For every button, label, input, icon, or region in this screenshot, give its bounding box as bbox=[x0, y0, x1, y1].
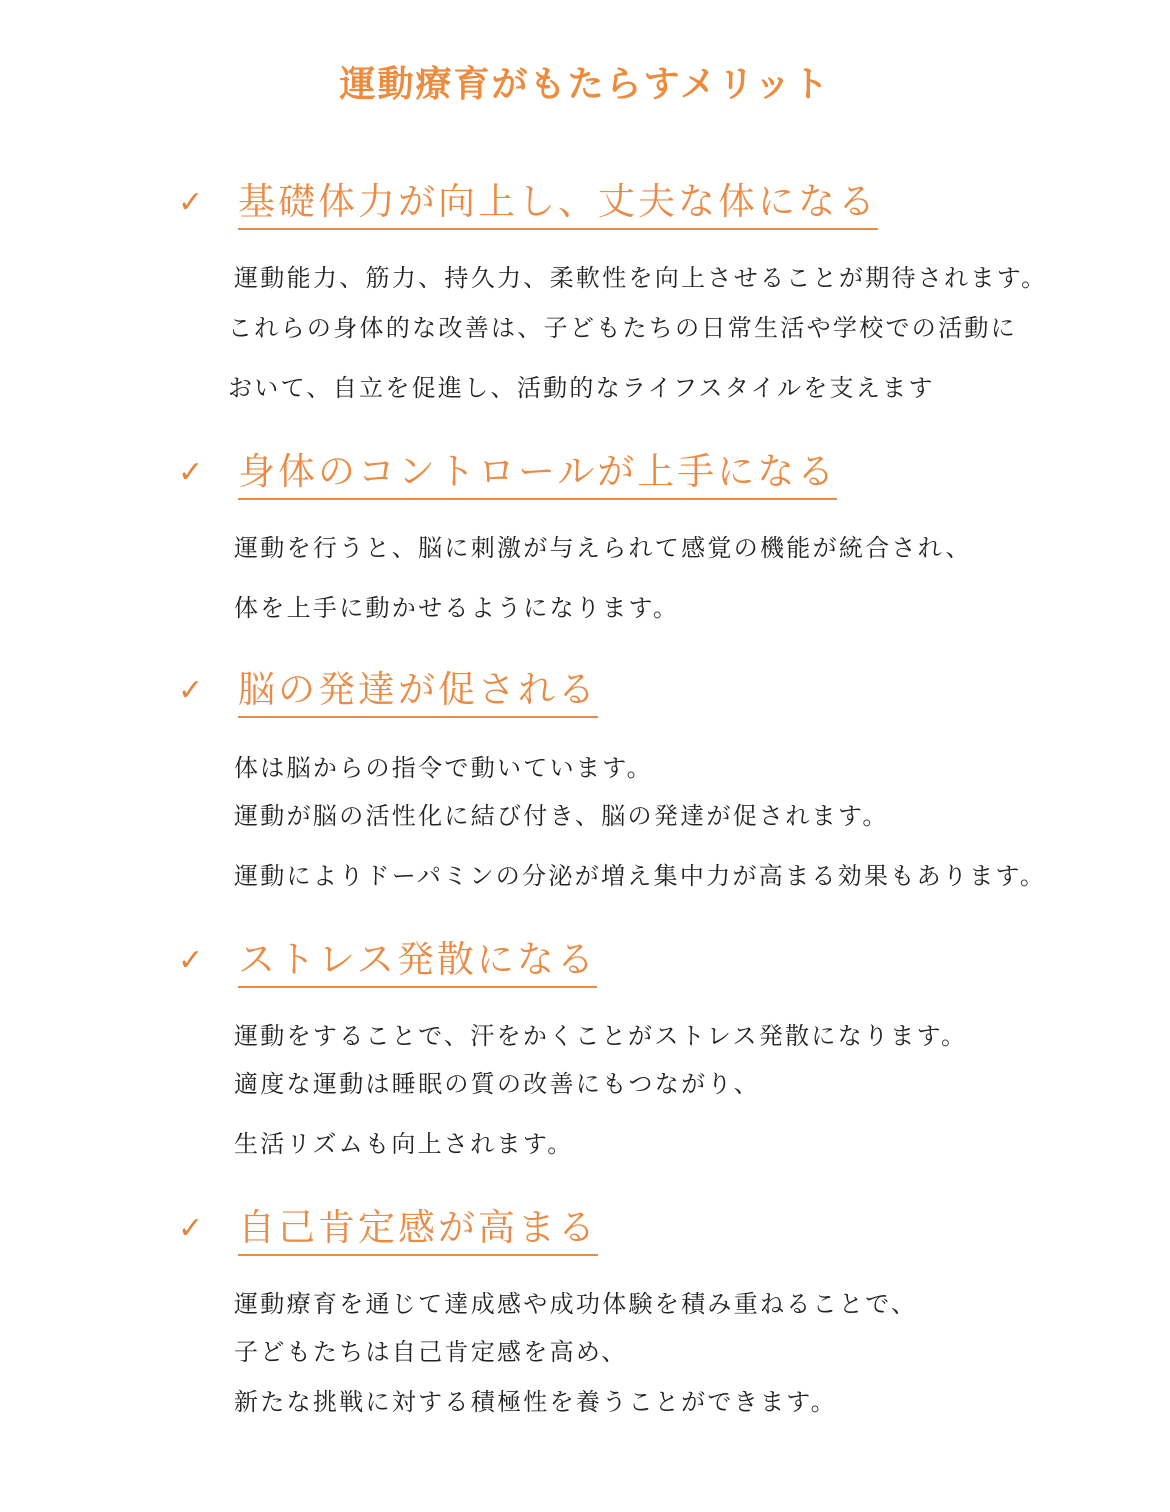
section-text-line: 運動をすることで、汗をかくことがストレス発散になります。 bbox=[234, 1022, 968, 1050]
section-text-line: これらの身体的な改善は、子どもたちの日常生活や学校での活動に bbox=[228, 314, 1017, 342]
section-text-line: 運動が脳の活性化に結び付き、脳の発達が促されます。 bbox=[234, 802, 889, 830]
check-icon: ✓ bbox=[178, 943, 204, 978]
check-icon: ✓ bbox=[178, 1211, 204, 1246]
section-text-line: 運動によりドーパミンの分泌が増え集中力が高まる効果もあります。 bbox=[234, 862, 1047, 890]
section-text-line: 体を上手に動かせるようになります。 bbox=[234, 594, 680, 622]
check-icon: ✓ bbox=[178, 185, 204, 220]
section-text-line: 適度な運動は睡眠の質の改善にもつながり、 bbox=[234, 1070, 760, 1098]
section-text-line: 運動能力、筋力、持久力、柔軟性を向上させることが期待されます。 bbox=[234, 264, 1048, 292]
section-heading-self-esteem: 自己肯定感が高まる bbox=[238, 1206, 598, 1256]
section-text-line: 運動を行うと、脳に刺激が与えられて感覚の機能が統合され、 bbox=[234, 534, 972, 562]
section-text-line: 子どもたちは自己肯定感を高め、 bbox=[234, 1338, 628, 1366]
section-text-line: おいて、自立を促進し、活動的なライフスタイルを支えます bbox=[228, 374, 935, 402]
check-icon: ✓ bbox=[178, 673, 204, 708]
section-text-line: 生活リズムも向上されます。 bbox=[234, 1130, 574, 1158]
page-title: 運動療育がもたらすメリット bbox=[339, 64, 831, 105]
section-heading-physical-strength: 基礎体力が向上し、丈夫な体になる bbox=[238, 180, 878, 230]
check-icon: ✓ bbox=[178, 455, 204, 490]
section-text-line: 運動療育を通じて達成感や成功体験を積み重ねることで、 bbox=[234, 1290, 918, 1318]
section-heading-body-control: 身体のコントロールが上手になる bbox=[238, 450, 837, 500]
section-text-line: 体は脳からの指令で動いています。 bbox=[234, 754, 653, 782]
section-heading-stress-relief: ストレス発散になる bbox=[238, 938, 597, 988]
section-heading-brain-development: 脳の発達が促される bbox=[238, 668, 598, 718]
section-text-line: 新たな挑戦に対する積極性を養うことができます。 bbox=[234, 1388, 837, 1416]
